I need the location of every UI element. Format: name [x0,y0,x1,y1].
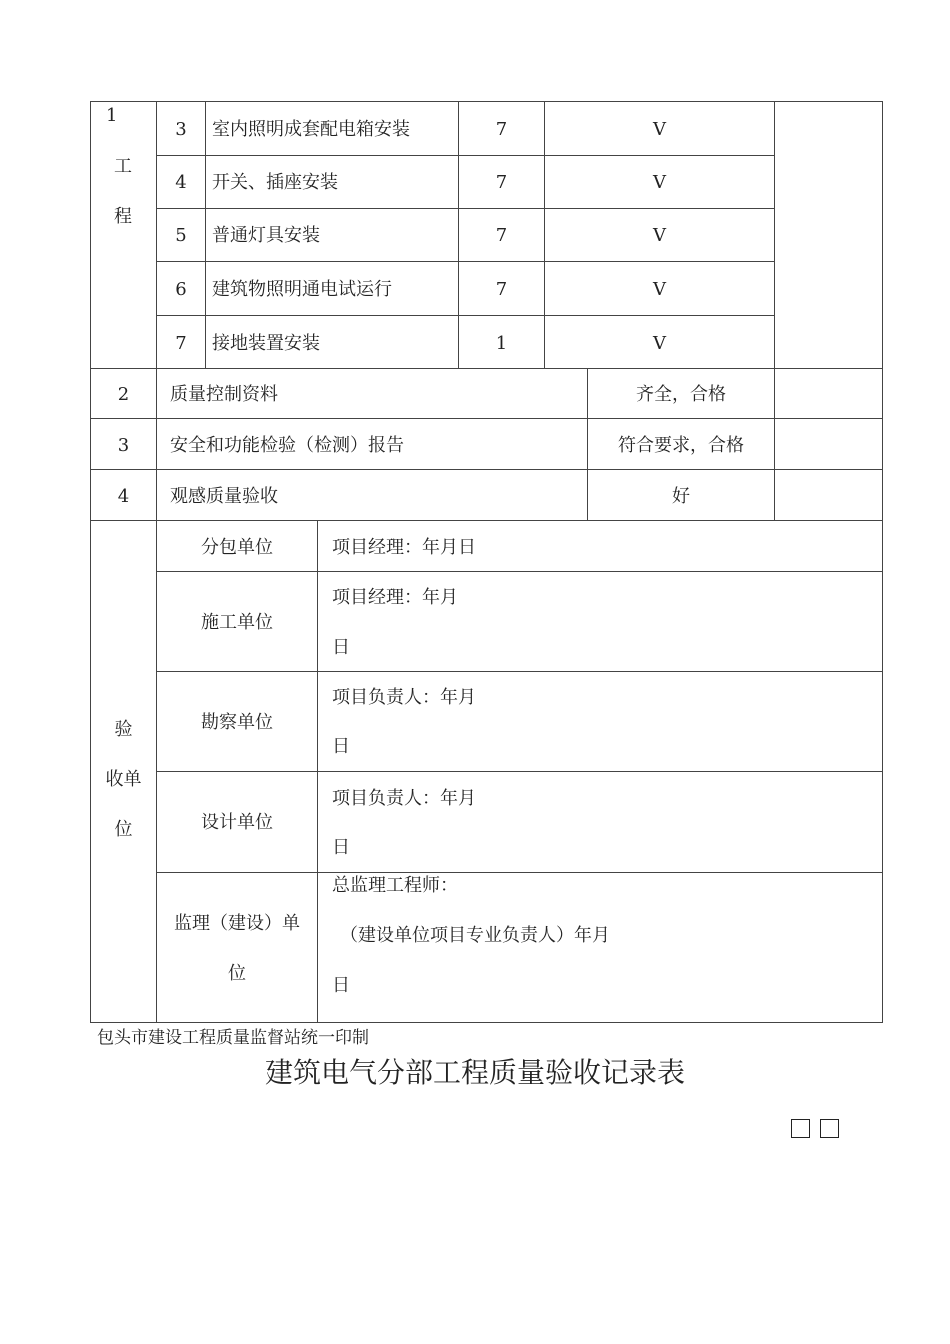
item-no: 6 [175,279,187,300]
footer-note: 包头市建设工程质量监督站统一印制 [97,1028,369,1048]
check-name: 质量控制资料 [170,384,278,405]
unit-signature-line: 日 [332,736,350,757]
item-check: V [653,119,666,140]
item-no: 4 [175,172,187,193]
item-count: 7 [495,172,508,193]
group-label-char: 工 [114,156,132,177]
check-no: 4 [117,486,130,507]
group-label-char: 程 [114,206,132,227]
item-name: 开关、插座安装 [212,172,338,193]
check-result: 齐全，合格 [636,384,726,405]
item-count: 7 [495,279,508,300]
unit-signature-line: 日 [332,837,350,858]
check-result: 符合要求，合格 [618,435,744,456]
item-name: 室内照明成套配电箱安装 [212,119,410,140]
item-count: 7 [495,225,508,246]
acceptance-label: 验 [114,719,133,740]
unit-signature-line: 日 [332,637,350,658]
item-no: 7 [175,333,187,354]
unit-name: 分包单位 [201,537,273,558]
unit-name: 监理（建设）单 [174,913,300,934]
unit-name: 设计单位 [201,812,273,833]
check-result: 好 [672,486,690,507]
item-check: V [653,333,666,354]
unit-signature-line: 项目经理：年月日 [332,537,476,558]
check-no: 2 [117,384,130,405]
unit-signature-line: 总监理工程师： [332,875,458,896]
unit-signature-line: 项目经理：年月 [332,587,458,608]
item-name: 建筑物照明通电试运行 [212,279,392,300]
check-name: 观感质量验收 [170,486,278,507]
check-name: 安全和功能检验（检测）报告 [170,435,404,456]
unit-signature-line: （建设单位项目专业负责人）年月 [340,925,610,946]
checkbox[interactable] [820,1119,839,1138]
checkbox[interactable] [791,1119,810,1138]
item-name: 普通灯具安装 [212,225,320,246]
group-number: 1 [106,105,118,126]
acceptance-label: 收单 [105,769,142,790]
item-no: 5 [175,225,187,246]
item-check: V [653,225,666,246]
unit-signature-line: 项目负责人：年月 [332,788,476,809]
item-count: 1 [495,333,508,354]
unit-name: 勘察单位 [201,712,273,733]
acceptance-label: 位 [114,819,133,840]
unit-signature-line: 日 [332,975,350,996]
item-no: 3 [175,119,187,140]
page-title: 建筑电气分部工程质量验收记录表 [264,1056,685,1089]
check-no: 3 [117,435,130,456]
item-check: V [653,279,666,300]
item-count: 7 [495,119,508,140]
unit-name: 施工单位 [201,612,273,633]
item-name: 接地装置安装 [212,333,320,354]
item-check: V [653,172,666,193]
unit-signature-line: 项目负责人：年月 [332,687,476,708]
unit-name: 位 [228,963,246,984]
